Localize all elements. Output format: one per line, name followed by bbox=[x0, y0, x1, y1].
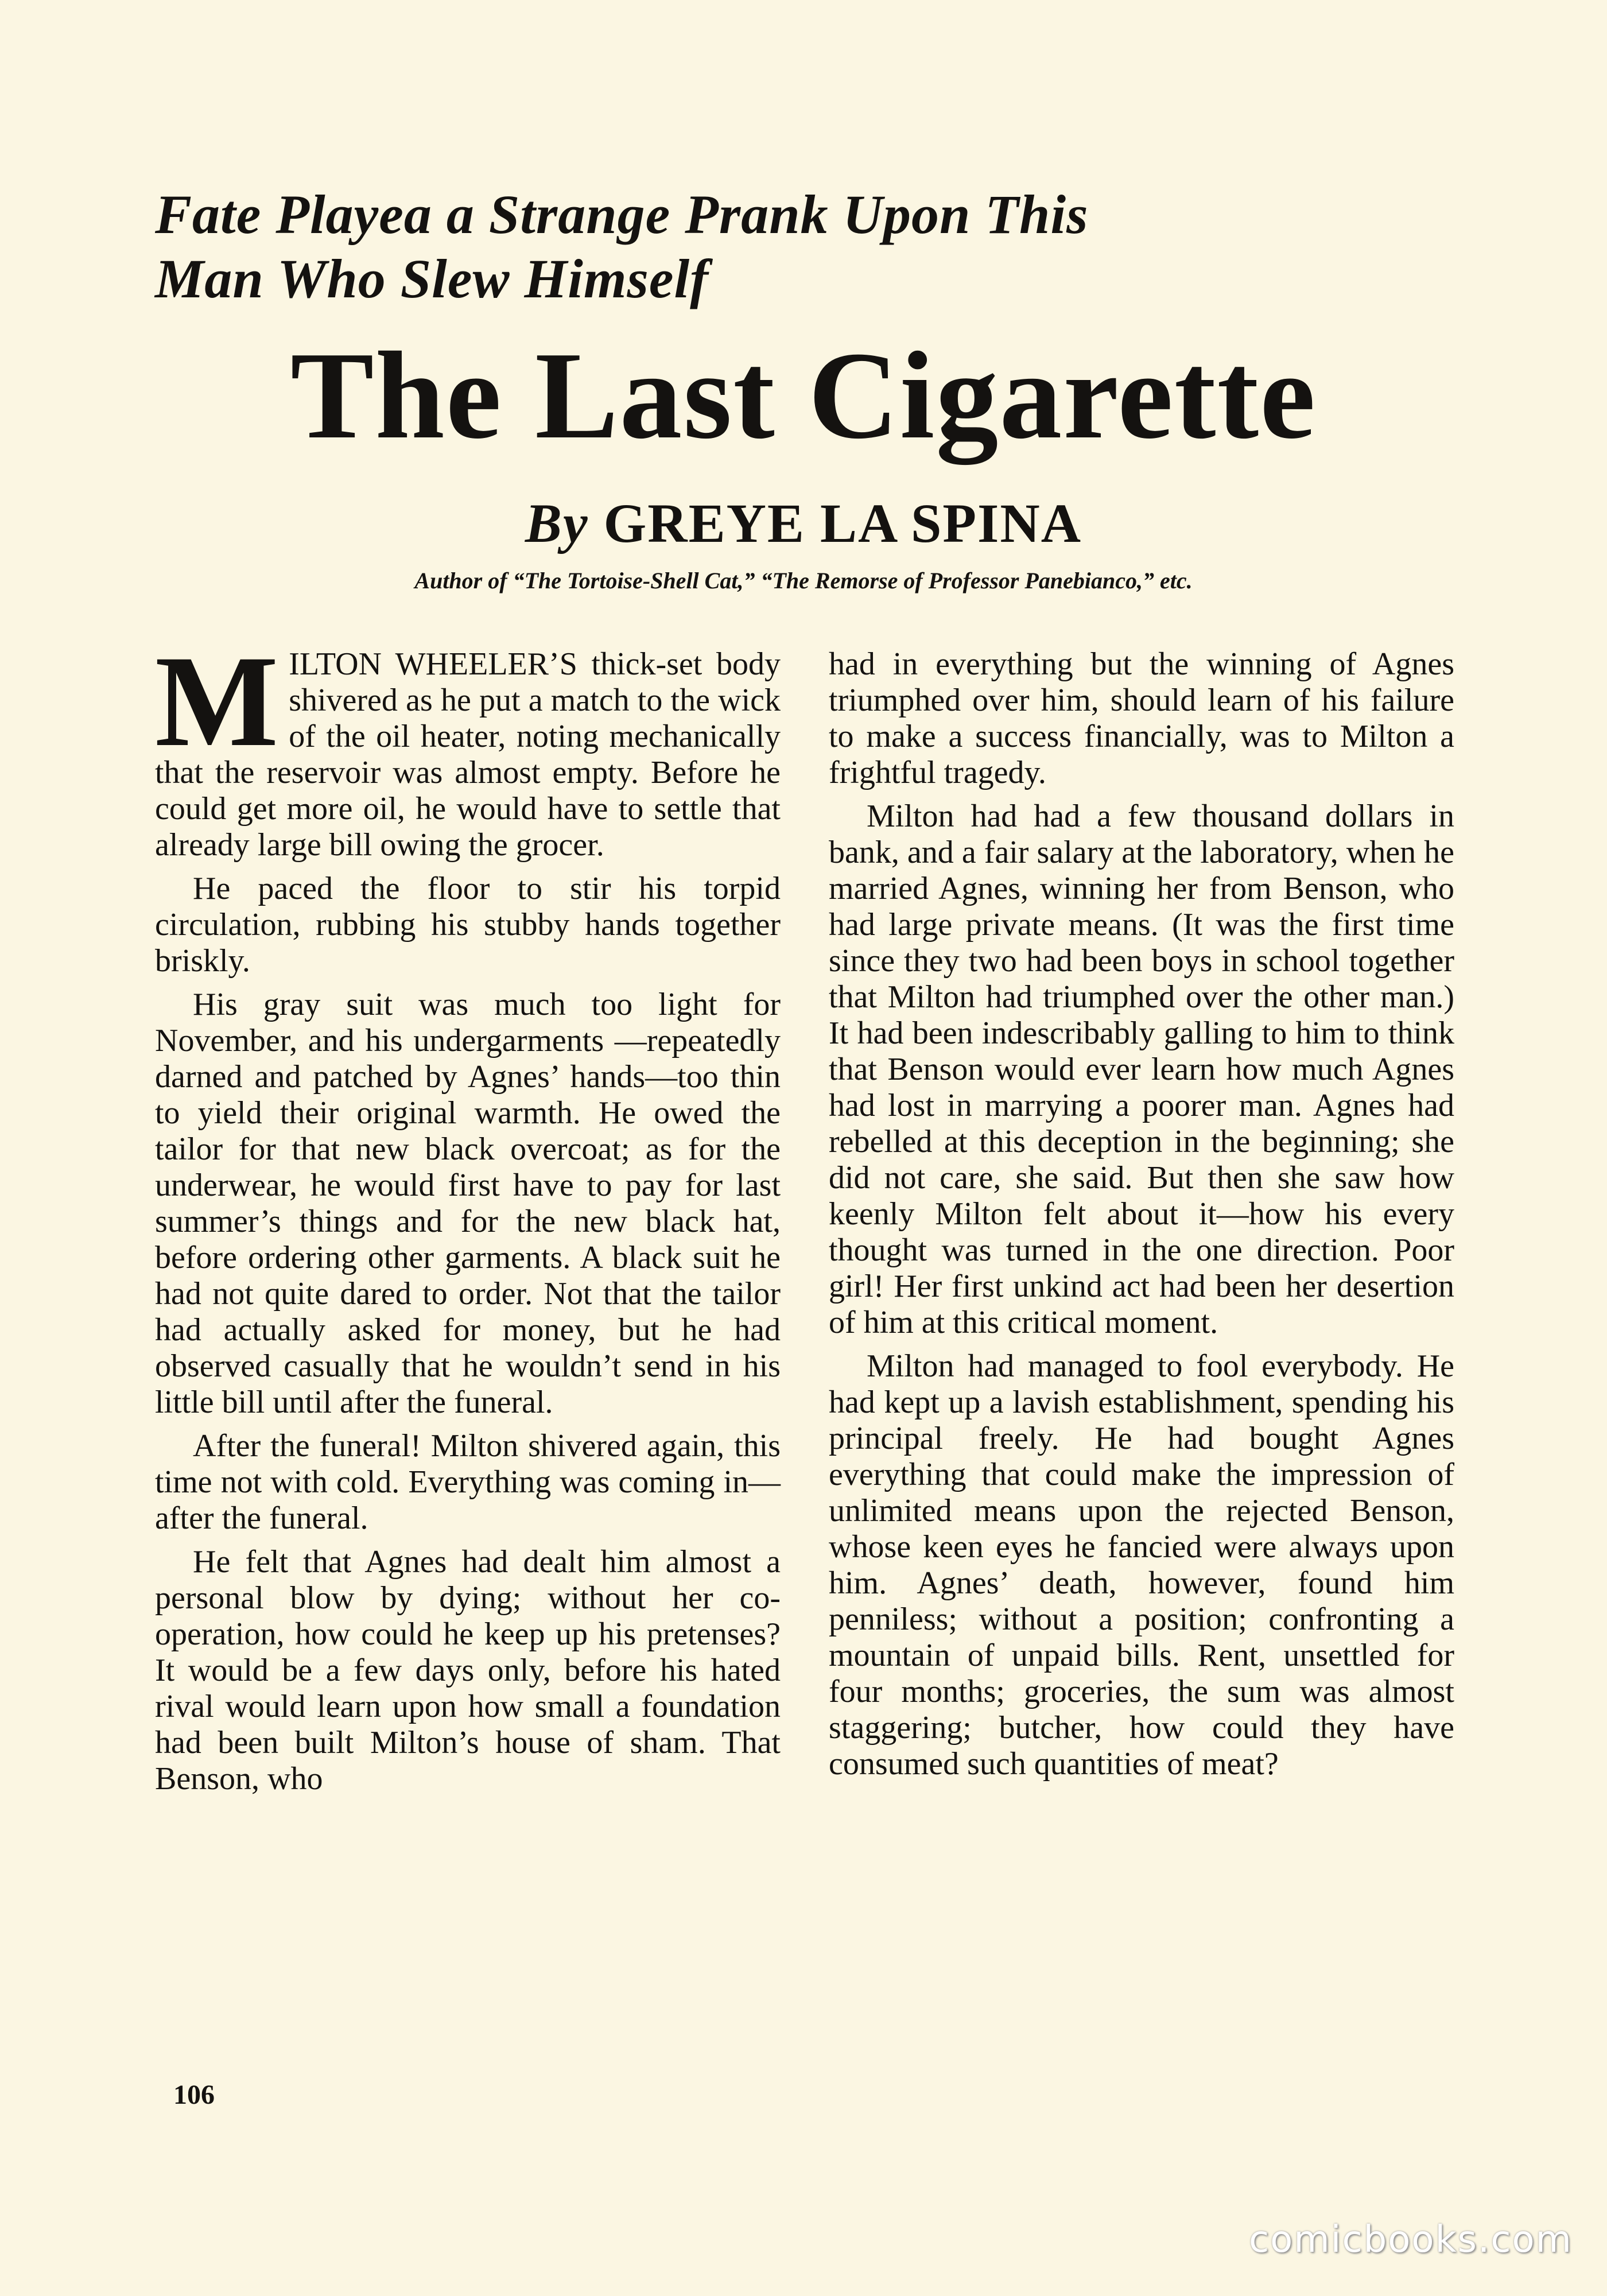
paragraph-1-text: ILTON WHEELER’S thick-set body shivered as he put a match to the wick of the oil heater, noting mechanically that the reservoir was almost empty. Before he could get more oil, he would have to settle that already large bill owing the grocer. bbox=[155, 646, 781, 863]
paragraph-4: After the funeral! Milton shivered again, this time not with cold. Everything was coming in—after the funeral. bbox=[155, 1428, 781, 1536]
author-name: GREYE LA SPINA bbox=[603, 492, 1082, 554]
article-subhead bbox=[155, 183, 1360, 311]
author-credits: Author of “The Tortoise-Shell Cat,” “The Remorse of Professor Panebianco,” etc. bbox=[414, 568, 1193, 594]
paragraph-8: Milton had managed to fool everybody. He had kept up a lavish establishment, spending his principal freely. He had bought Agnes everything that could make the impression of unlimited means upon the rejected Benson, whose keen eyes he fancied were always upon him. Agnes’ death, however, found him penniless; without a position; confronting a mountain of unpaid bills. Rent, unsettled for four months; groceries, the sum was almost staggering; butcher, how could they have consumed such quantities of meat? bbox=[829, 1348, 1454, 1782]
paragraph-6: had in everything but the winning of Agnes triumphed over him, should learn of his failure to make a success financially, was to Milton a frightful tragedy. bbox=[829, 646, 1454, 790]
paragraph-5: He felt that Agnes had dealt him almost a personal blow by dying; without her co-operation, how could he keep up his pretenses? It would be a few days only, before his hated rival would learn upon how small a foundation had been built Milton’s house of sham. That Benson, who bbox=[155, 1544, 781, 1797]
right-column bbox=[829, 646, 1454, 1790]
site-watermark: comicbooks.com bbox=[1248, 2219, 1573, 2261]
article-title: The Last Cigarette bbox=[290, 327, 1317, 465]
paragraph-7: Milton had had a few thousand dollars in bank, and a fair salary at the laboratory, when he married Agnes, winning her from Benson, who had large private means. (It was the first time since they two had been boys in school together that Milton had triumphed over the other man.) It had been indescribably galling to him to think that Benson would ever learn how much Agnes had lost in marrying a poorer man. Agnes had rebelled at this deception in the beginning; she did not care, she said. But then she saw how keenly Milton felt about it—how his every thought was turned in the one direction. Poor girl! Her first unkind act had been her desertion of him at this critical moment. bbox=[829, 798, 1454, 1340]
left-column bbox=[155, 629, 781, 1805]
subhead-line-2: Man Who Slew Himself bbox=[155, 248, 709, 309]
page-number: 106 bbox=[173, 2080, 215, 2110]
byline bbox=[0, 489, 1607, 558]
drop-cap: M bbox=[155, 629, 279, 774]
byline-by: By bbox=[525, 492, 589, 554]
subhead-line-1: Fate Playea a Strange Prank Upon This bbox=[155, 184, 1089, 245]
paragraph-1 bbox=[155, 629, 781, 863]
paragraph-3: His gray suit was much too light for November, and his undergarments —repeatedly darned and patched by Agnes’ hands—too thin to yield their original warmth. He owed the tailor for that new black overcoat; as for the underwear, he would first have to pay for last summer’s things and for the new black hat, before ordering other garments. A black suit he had not quite dared to order. Not that the tailor had actually asked for money, but he had observed casually that he wouldn’t send in his little bill until after the funeral. bbox=[155, 987, 781, 1420]
paragraph-2: He paced the floor to stir his torpid circulation, rubbing his stubby hands together briskly. bbox=[155, 871, 781, 979]
